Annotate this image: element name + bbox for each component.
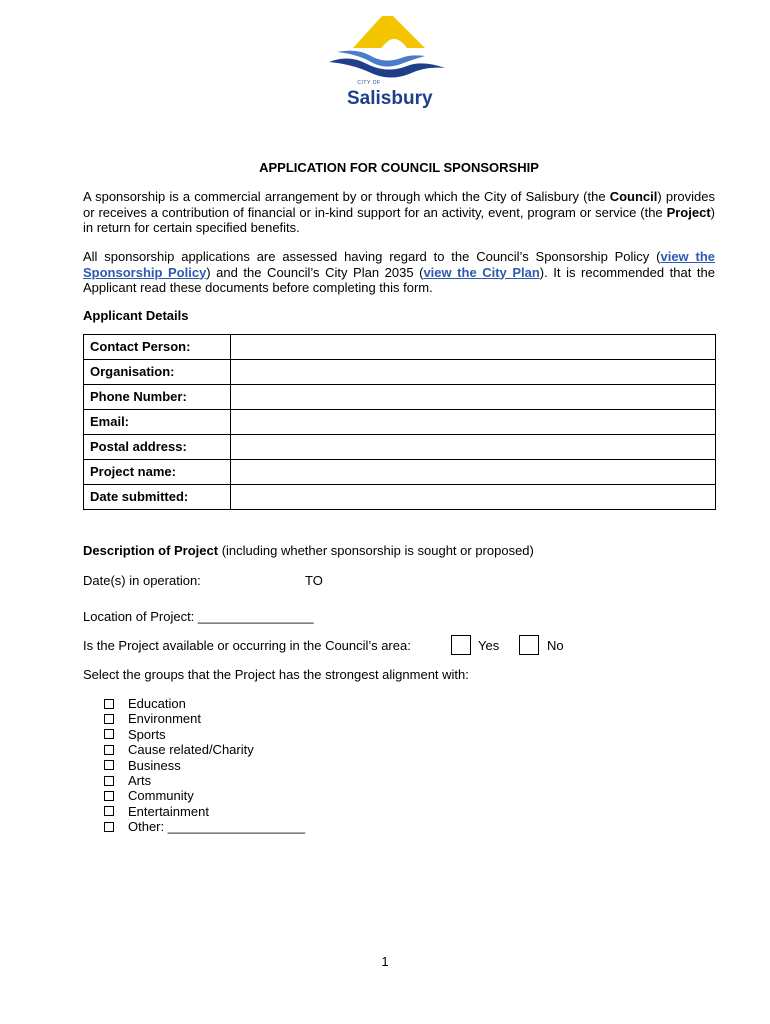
- list-item: [104, 804, 305, 819]
- contact-person-field[interactable]: [231, 335, 716, 360]
- alignment-groups-list: [104, 696, 305, 835]
- location-of-project-label: Location of Project: ________________: [83, 609, 314, 624]
- sports-checkbox[interactable]: [104, 729, 114, 739]
- no-label: No: [547, 638, 564, 653]
- table-row: [84, 360, 716, 385]
- table-row: [84, 410, 716, 435]
- project-name-label: Project name:: [84, 460, 231, 485]
- sponsorship-policy-link[interactable]: view the Sponsorship Policy: [83, 249, 715, 280]
- postal-address-label: Postal address:: [84, 435, 231, 460]
- logo-graphic: [327, 14, 449, 84]
- education-checkbox[interactable]: [104, 699, 114, 709]
- environment-label: Environment: [128, 711, 201, 727]
- business-checkbox[interactable]: [104, 760, 114, 770]
- list-item: [104, 696, 305, 711]
- list-item: [104, 727, 305, 742]
- intro-paragraph-2: All sponsorship applications are assessed having regard to the Council’s Sponsorship Policy (view the Sponsorship Policy) and the Council’s City Plan 2035 (view the City Plan). It is recommended that the Applicant read these documents before completing this form.: [83, 249, 715, 295]
- list-item: [104, 758, 305, 773]
- city-of-salisbury-logo: [327, 14, 449, 112]
- list-item: [104, 711, 305, 726]
- arts-checkbox[interactable]: [104, 776, 114, 786]
- organisation-field[interactable]: [231, 360, 716, 385]
- city-plan-link[interactable]: view the City Plan: [423, 264, 540, 280]
- postal-address-field[interactable]: [231, 435, 716, 460]
- cause-related-charity-label: Cause related/Charity: [128, 742, 254, 758]
- other-checkbox[interactable]: [104, 822, 114, 832]
- no-checkbox[interactable]: [519, 635, 539, 655]
- dates-in-operation-label: Date(s) in operation:: [83, 573, 201, 588]
- list-item: [104, 788, 305, 803]
- applicant-details-heading: Applicant Details: [83, 308, 189, 323]
- date-submitted-field[interactable]: [231, 485, 716, 510]
- logo-salisbury-text: Salisbury: [347, 88, 433, 109]
- phone-number-field[interactable]: [231, 385, 716, 410]
- community-label: Community: [128, 788, 194, 804]
- yes-label: Yes: [478, 638, 500, 653]
- date-submitted-label: Date submitted:: [84, 485, 231, 510]
- table-row: [84, 335, 716, 360]
- project-name-field[interactable]: [231, 460, 716, 485]
- table-row: [84, 460, 716, 485]
- community-checkbox[interactable]: [104, 791, 114, 801]
- entertainment-checkbox[interactable]: [104, 806, 114, 816]
- contact-person-label: Contact Person:: [84, 335, 231, 360]
- list-item: [104, 742, 305, 757]
- email-field[interactable]: [231, 410, 716, 435]
- intro-paragraph-1: A sponsorship is a commercial arrangement by or through which the City of Salisbury (the Council) provides or receives a contribution of financial or in-kind support for an activity, event, program or service (the Project) in return for certain specified benefits.: [83, 189, 715, 235]
- page-number: 1: [381, 954, 389, 969]
- phone-number-label: Phone Number:: [84, 385, 231, 410]
- environment-checkbox[interactable]: [104, 714, 114, 724]
- to-label: TO: [305, 573, 323, 588]
- council-area-question: Is the Project available or occurring in the Council’s area:: [83, 638, 411, 653]
- groups-prompt: Select the groups that the Project has the strongest alignment with:: [83, 667, 469, 682]
- entertainment-label: Entertainment: [128, 803, 209, 819]
- education-label: Education: [128, 696, 186, 711]
- table-row: [84, 435, 716, 460]
- organisation-label: Organisation:: [84, 360, 231, 385]
- table-row: [84, 385, 716, 410]
- arts-label: Arts: [128, 772, 152, 788]
- list-item: [104, 819, 305, 834]
- applicant-details-table: [83, 334, 716, 510]
- other-label: Other: ___________________: [128, 819, 306, 835]
- yes-checkbox[interactable]: [451, 635, 471, 655]
- logo-city-of-text: CITY OF: [357, 80, 381, 86]
- business-label: Business: [128, 757, 181, 773]
- list-item: [104, 773, 305, 788]
- table-row: [84, 485, 716, 510]
- form-title: APPLICATION FOR COUNCIL SPONSORSHIP: [259, 160, 539, 175]
- sports-label: Sports: [128, 726, 166, 742]
- project-description-label: Description of Project (including whether sponsorship is sought or proposed): [83, 543, 534, 558]
- cause-related-charity-checkbox[interactable]: [104, 745, 114, 755]
- email-label: Email:: [84, 410, 231, 435]
